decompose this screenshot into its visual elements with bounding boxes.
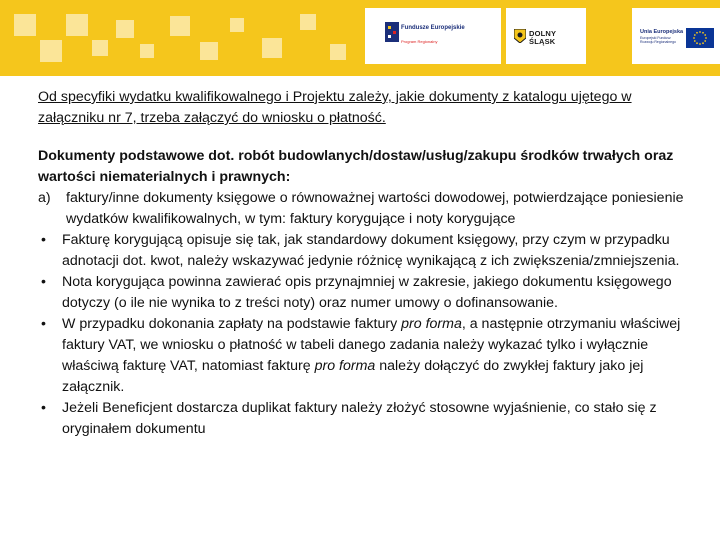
ue-name: Unia Europejska xyxy=(640,29,684,35)
dolny-slask-logo xyxy=(506,8,586,64)
item-marker: a) xyxy=(38,190,51,206)
bullet-text-part: , a następnie otrzymaniu właściwej faktury VAT, we wniosku o płatność w tabeli danego zadania należy wykazać tylko i wyłącznie właściwą fakturę VAT, natomiast fakturę xyxy=(62,316,681,374)
document-body xyxy=(38,87,693,440)
item-a-text: faktury/inne dokumenty księgowe o równoważnej wartości dowodowej, potwierdzające poniesienie wydatków kwalifikowalnych, w tym: faktury korygujące i noty korygujące xyxy=(66,190,684,227)
bullet-item xyxy=(38,230,693,272)
bullet-text-part: należy dołączyć do zwykłej faktury jako jej załącznik. xyxy=(62,358,644,395)
bullet-icon: • xyxy=(41,274,46,290)
unia-europejska-logo xyxy=(632,8,720,64)
bullet-icon: • xyxy=(41,400,46,416)
decorative-tile xyxy=(170,16,190,36)
eu-flag-icon xyxy=(686,28,714,48)
fe-name: Fundusze Europejskie xyxy=(401,25,465,31)
bullet-text-correction-invoice: Fakturę korygującą opisuje się tak, jak standardowy dokument księgowy, przy czym w przypadku adnotacji dot. kwot, należy wskazywać jedynie różnicę wynikającą z ich zwiększenia/zmniejszenia. xyxy=(62,232,680,269)
bullet-item xyxy=(38,398,693,440)
decorative-tile xyxy=(262,38,282,58)
decorative-tile xyxy=(140,44,154,58)
emphasis-pro-forma: pro forma xyxy=(401,316,462,332)
decorative-tile xyxy=(66,14,88,36)
ue-subtitle: Europejski Fundusz Rozwoju Regionalnego xyxy=(640,36,676,44)
bullet-text-correction-note: Nota korygująca powinna zawierać opis przynajmniej w zakresie, jakiego dokumentu księgowego dotyczy (o ile nie wynika to z treści noty) oraz numer umowy o dofinansowanie. xyxy=(62,274,672,311)
decorative-tile xyxy=(92,40,108,56)
list-item-a xyxy=(38,188,693,230)
bullet-text-part: W przypadku dokonania zapłaty na podstawie faktury xyxy=(62,316,402,332)
fe-subtitle: Program Regionalny xyxy=(401,39,438,44)
decorative-tile xyxy=(330,44,346,60)
fundusze-europejskie-logo xyxy=(365,8,501,64)
emphasis-pro-forma: pro forma xyxy=(314,358,376,374)
decorative-tile xyxy=(40,40,62,62)
decorative-tile xyxy=(200,42,218,60)
bullet-icon: • xyxy=(41,232,46,248)
intro-paragraph: Od specyfiki wydatku kwalifikowalnego i Projektu zależy, jakie dokumenty z katalogu ujętego w załączniku nr 7, trzeba załączyć do wniosku o płatność. xyxy=(38,89,632,126)
bullet-item xyxy=(38,314,693,398)
bullet-item xyxy=(38,272,693,314)
header-banner xyxy=(0,0,720,76)
bullet-icon: • xyxy=(41,316,46,332)
section-heading: Dokumenty podstawowe dot. robót budowlanych/dostaw/usług/zakupu środków trwałych oraz wartości niematerialnych i prawnych: xyxy=(38,148,674,185)
decorative-tile xyxy=(116,20,134,38)
eagle-crest-icon xyxy=(514,29,526,43)
decorative-tile xyxy=(230,18,244,32)
ds-name: DOLNY ŚLĄSK xyxy=(529,29,557,46)
bullet-text-pro-forma xyxy=(62,314,693,398)
decorative-tile xyxy=(14,14,36,36)
decorative-tile xyxy=(300,14,316,30)
bullet-text-duplicate: Jeżeli Beneficjent dostarcza duplikat faktury należy złożyć stosowne wyjaśnienie, co stało się z oryginałem dokumentu xyxy=(62,400,657,437)
fe-star-icon xyxy=(385,22,399,42)
